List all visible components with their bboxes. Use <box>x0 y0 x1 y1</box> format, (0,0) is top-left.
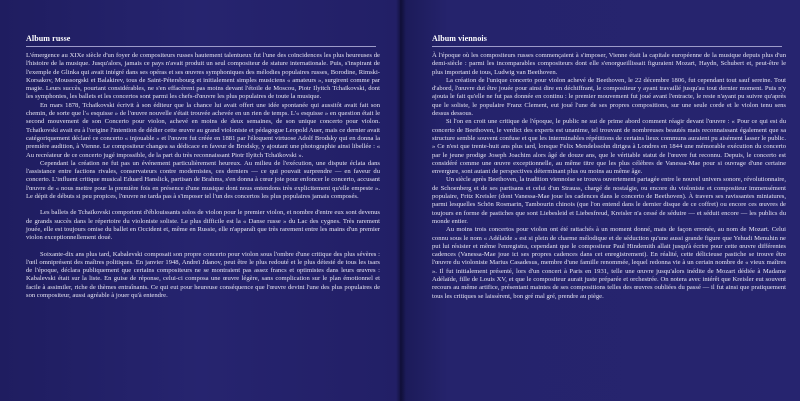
paragraph: Un siècle après Beethoven, la tradition viennoise se trouva ouvertement partagée entre le nouvel univers sonore, révolutionnaire, de Schoenberg et de ses partisans et celui d'un Strauss, chargé de nostalgie, ou encore du violoniste et compositeur immensément populaire, Fritz Kreisler (dont Vanessa-Mae joue les cadences dans le concerto de Beethoven). À travers ses ravissantes miniatures, parmi lesquelles Schön Rosmarin, Tambourin chinois (que l'on entend dans le dernier disque de ce coffret) ou encore ces œuvres de toujours en forme de pastiches que sont Liebesleid et Liebesfreud, Kreisler n'a cessé de séduire — et séduit encore — les publics du monde entier. <box>432 176 786 225</box>
paragraph: Au moins trois concertos pour violon ont été rattachés à un moment donné, mais de façon erronée, au nom de Mozart. Celui connu sous le nom « Adélaïde » est si plein de charme mélodique et de séduction qu'une aussi grande figure que Yehudi Menuhin ne put lui résister et même l'enregistra, cependant que le compositeur Paul Hindemith allait jusqu'à écrire pour cette œuvre différentes cadences (Vanessa-Mae joue ici ses propres cadences dans cet enregistrement). En réalité, cette délicieuse pastiche se trouve être l'œuvre du violoniste Marius Casadesus, membre d'une famille renommée, lequel redonna vie à un certain nombre de « vieux maîtres ». Il fut initialement présenté, lors d'un concert à Paris en 1931, telle une œuvre jusqu'alors inédite de Mozart dédiée à Madame Adélaïde, fille de Louis XV, et que le compositeur aurait juste préparée et orchestrée. On notera avec intérêt que Kreisler eut souvent recours au même artifice, présentant maintes de ses compositions telles des œuvres oubliées du passé — il fut ainsi que pratiquement tous les critiques se laissèrent, bon gré mal gré, prendre au piège. <box>432 226 786 300</box>
left-page-title: Album russe <box>26 34 71 43</box>
paragraph: Si l'on en croit une critique de l'époque, le public ne sut de prime abord comment réagir devant l'œuvre : « Pour ce qui est du concerto de Beethoven, le verdict des experts est unanime, tel trouvant de nombreuses beautés mais reconnaissant également que sa structure semble souvent confuse et que les interminables répétitions de certains lieux communs auraient pu aisément lasser le public. » Ce n'est que trente-huit ans plus tard, lorsque Felix Mendelssohn dirigea à Londres en 1844 une mémorable exécution du concerto par le jeune prodige Joseph Joachim alors âgé de douze ans, que le véritable statut de l'œuvre fut reconnu. Depuis, le concerto est considéré comme une œuvre exceptionnelle, au même titre que les plus célèbres de Vanessa-Mae pour si ouvrage d'une certaine envergure, sont autant de perspectives déterminant plus ou moins au même âge. <box>432 118 786 176</box>
left-body-text <box>26 52 380 300</box>
right-body-text <box>432 52 786 301</box>
paragraph: À l'époque où les compositeurs russes commençaient à s'imposer, Vienne était la capitale européenne de la musique depuis plus d'un demi-siècle : parmi les incomparables compositeurs dont elle s'enorgueillissait figuraient Mozart, Haydn, Schubert et, peut-être le plus important de tous, Ludwig van Beethoven. <box>432 52 786 76</box>
paragraph: Soixante-dix ans plus tard, Kabalevski composait son propre concerto pour violon sous l'ombre d'une critique des plus sévères : l'œil omniprésent des maîtres politiques. En janvier 1948, Andreï Jdanov, peut être le plus redouté et le plus détesté de tous les tsars de l'époque, déclara publiquement que certains compositeurs ne se montraient pas assez francs et optimistes dans leurs œuvres : Kabalevski était sur la liste. En guise de réponse, celui-ci composa une œuvre légère, sans complication sur le plan émotionnel et facile à assimiler, riche de thèmes entraînants. Ce qui eut pour heureuse conséquence que l'œuvre devint l'une des plus populaires de son compositeur, aussi agréable à jouer qu'à entendre. <box>26 250 380 300</box>
paragraph: La création de l'unique concerto pour violon achevé de Beethoven, le 22 décembre 1806, fut cependant tout sauf sereine. Tout d'abord, l'œuvre dut être jouée pour ainsi dire en déchiffrant, le compositeur y ayant travaillé jusqu'au tout dernier moment. Puis n'y ajouta le fait qu'elle ne fut pas donnée en continu : le premier mouvement fut joué avant l'entracte, le reste n'ayant pu suivre qu'après que le soliste, le populaire Franz Clement, eut joué l'une de ses propres compositions, sur une seule corde et le violon tenu sens dessus dessous. <box>432 76 786 118</box>
left-title-rule <box>26 46 376 47</box>
right-page <box>400 0 800 401</box>
paragraph: Cependant la création ne fut pas un événement particulièrement heureux. Au milieu de l'exécution, une dispute éclata dans l'assistance entre factions rivales, conservateurs contre modernistes, ces derniers — ce qui pouvait surprendre — en faveur du concerto. L'influent critique musical Eduard Hanslick, partisan de Brahms, s'en donna à cœur joie pour enfoncer le concerto, accusant l'œuvre de « nous mettre pour la première fois en présence d'une musique dont nous entendons très explicitement qu'elle empeste ». Le dépit de débuts si peu propices, l'œuvre ne tarda pas à s'imposer tel l'un des concertos les plus populaires jamais composés. <box>26 159 380 201</box>
paragraph: L'émergence au XIXe siècle d'un foyer de compositeurs russes hautement talentueux fut l'une des coïncidences les plus heureuses de l'histoire de la musique. Jusqu'alors, jamais ce pays n'avait produit un seul compositeur de stature internationale. Puis, s'inspirant de l'exemple de Glinka qui avait intégré dans ses opéras et ses œuvres symphoniques des mélodies populaires russes, Borodine, Rimski-Korsakov, Moussorgski et Balakirev, tous de Saint-Pétersbourg et initialement simples musiciens « amateurs », surgirent comme par magie. Leurs succès, pourtant considérables, ne s'en effacèrent pas moins devant l'étoile de Moscou, Piotr Ilyitch Tchaïkovski, dont les symphonies, les ballets et les concertos sont parmi les chefs-d'œuvre les plus populaires de toute la musique. <box>26 52 380 101</box>
paragraph: Les ballets de Tchaïkovski comportent d'éblouissants solos de violon pour le premier violon, et nombre d'entre eux sont devenus de grands succès dans le répertoire du violoniste soliste. Le plus difficile est la « Danse russe » du Lac des cygnes. Très rarement jouée, elle est toujours omise du ballet en Occident et, même en Russie, elle n'apparaît que très rarement entre les mains d'un premier violon exceptionnellement doué. <box>26 209 380 242</box>
paragraph: En mars 1878, Tchaïkovski écrivit à son éditeur que la chance lui avait offert une idée spontanée qui aussitôt avait fait son chemin, de sorte que l'« esquisse » de l'œuvre nouvelle s'était trouvée achevée en un rien de temps. L'« esquisse » en question était le second mouvement de son Concerto pour violon, achevé en moins de deux semaines, de son unique concerto pour violon. Tchaïkovski avait eu à l'origine l'intention de dédier cette œuvre au grand violoniste et pédagogue Leopold Auer, mais ce dernier avait catégoriquement déclaré ce concerto « injouable » et l'œuvre fut créée en 1881 par l'éloquent virtuose Adolf Brodsky qui en donna la première audition, à Vienne. Le compositeur changea sa dédicace en faveur de Brodsky, y ajoutant une photographie ainsi libellée : « Au recréateur de ce concerto jugé impossible, de la part du très reconnaissant Piotr Ilyitch Tchaïkovski ». <box>26 101 380 159</box>
right-title-rule <box>432 46 782 47</box>
right-page-title: Album viennois <box>432 34 487 43</box>
